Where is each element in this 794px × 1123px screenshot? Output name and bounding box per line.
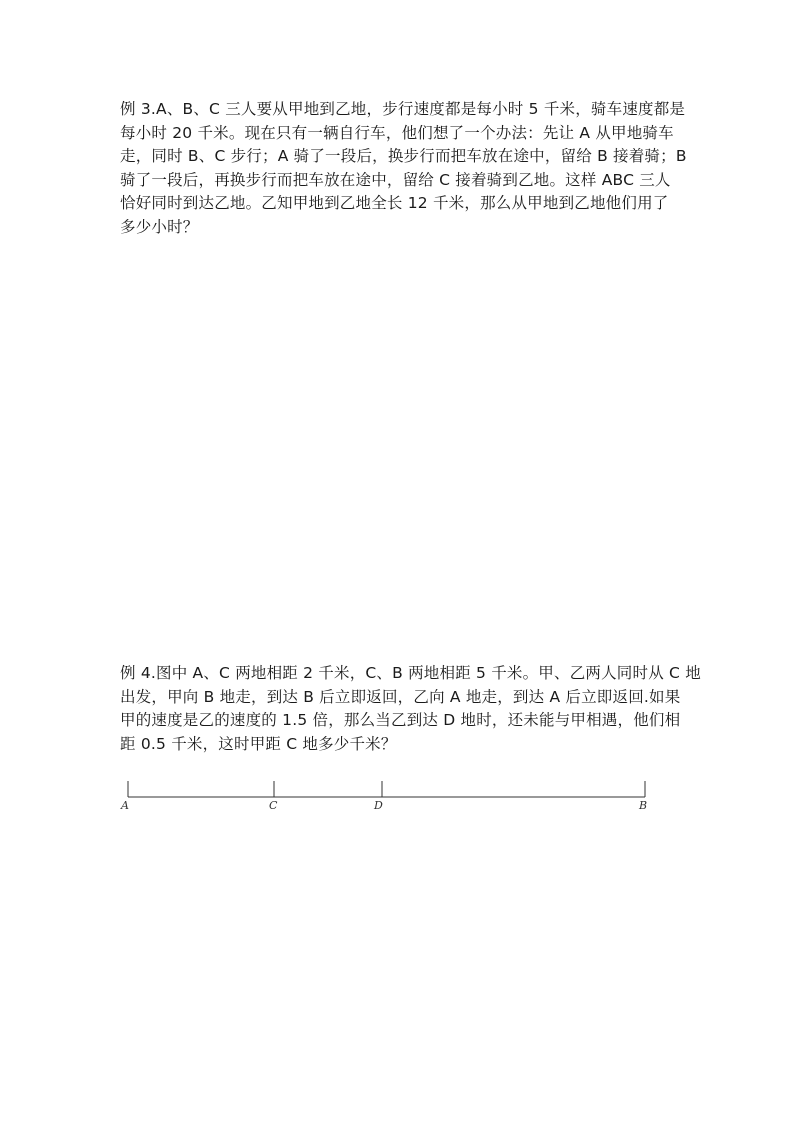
- problem-3-line: 多少小时？: [120, 217, 199, 236]
- problem-4-line: 出发，甲向 B 地走，到达 B 后立即返回，乙向 A 地走，到达 A 后立即返回.如果: [120, 687, 681, 706]
- problem-4-line: 例 4.图中 A、C 两地相距 2 千米，C、B 两地相距 5 千米。甲、乙两人同时从 C 地: [120, 664, 701, 682]
- problem-4-line: 甲的速度是乙的速度的 1.5 倍，那么当乙到达 D 地时，还未能与甲相遇，他们相: [120, 711, 681, 729]
- problem-3-line: 恰好同时到达乙地。乙知甲地到乙地全长 12 千米，那么从甲地到乙地他们用了: [120, 194, 669, 212]
- point-label-b: B: [639, 799, 648, 812]
- problem-4-line: 距 0.5 千米，这时甲距 C 地多少千米？: [120, 734, 397, 753]
- problem-3-line: 骑了一段后，再换步行而把车放在途中，留给 C 接着骑到乙地。这样 ABC 三人: [120, 170, 671, 189]
- point-label-a: A: [121, 799, 129, 812]
- distance-number-line: [118, 774, 658, 818]
- point-label-d: D: [374, 799, 383, 812]
- problem-3-line: 例 3.A、B、C 三人要从甲地到乙地，步行速度都是每小时 5 千米，骑车速度都是: [120, 100, 686, 118]
- problem-3-text: [120, 98, 687, 239]
- problem-3-line: 走，同时 B、C 步行；A 骑了一段后，换步行而把车放在途中，留给 B 接着骑；B: [120, 147, 687, 165]
- point-label-c: C: [269, 799, 278, 812]
- problem-3-line: 每小时 20 千米。现在只有一辆自行车，他们想了一个办法：先让 A 从甲地骑车: [120, 123, 674, 142]
- problem-4-text: [120, 662, 701, 756]
